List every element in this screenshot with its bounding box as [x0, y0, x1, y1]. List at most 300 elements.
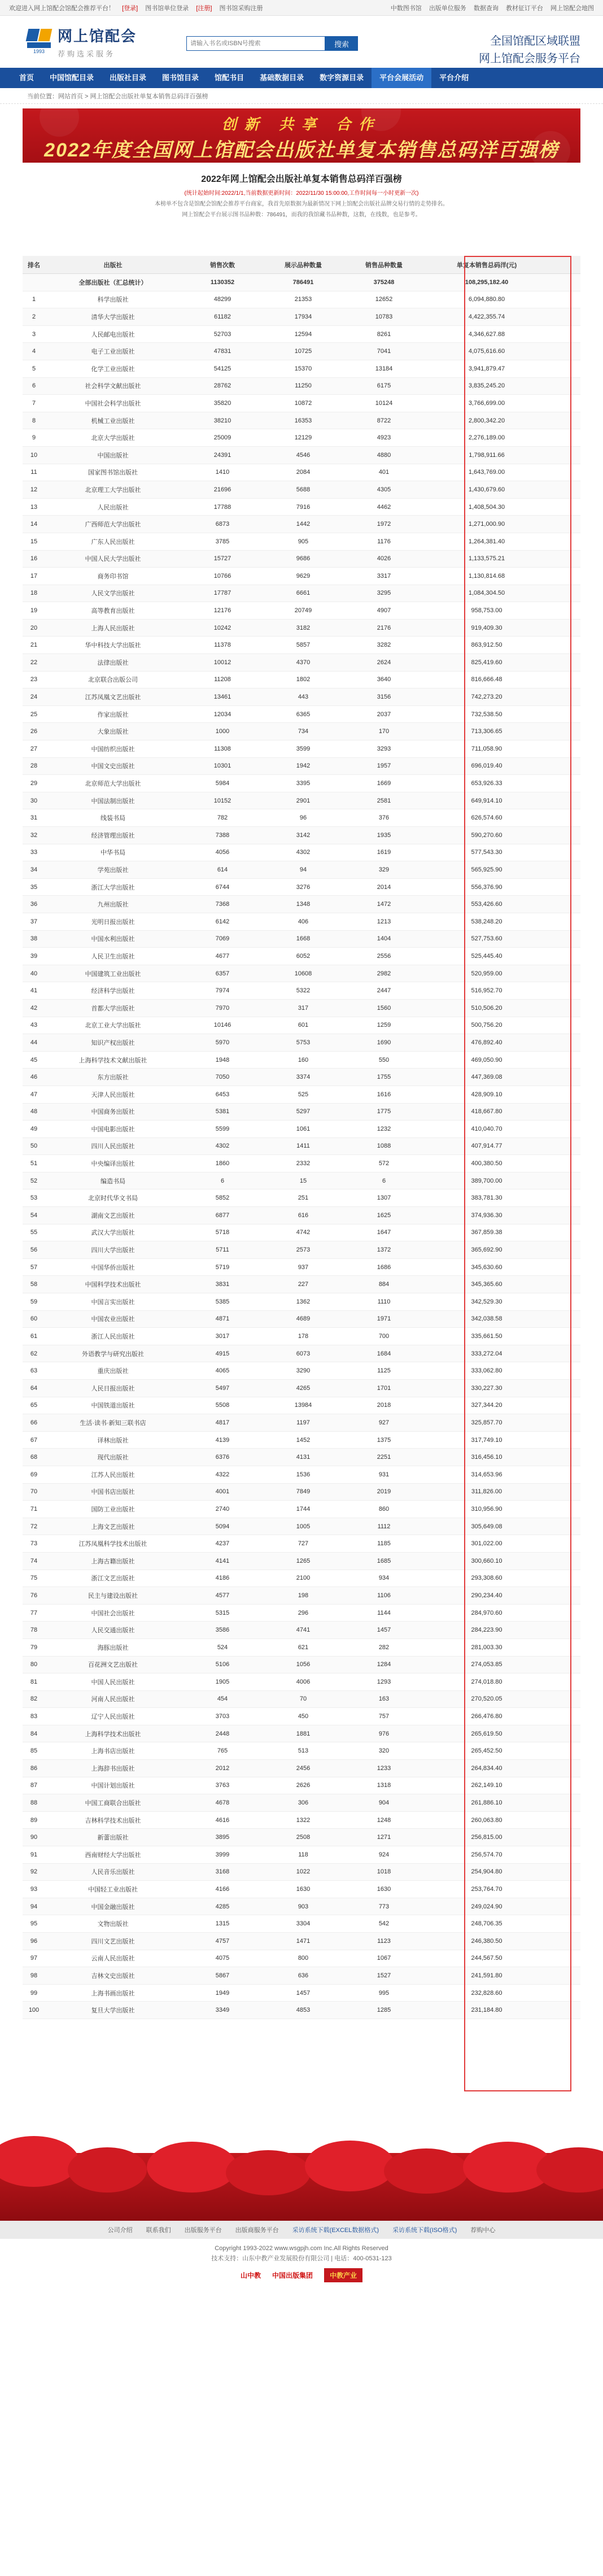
- table-row: [23, 1812, 580, 1829]
- cell-display-count: 251: [298, 1195, 309, 1202]
- cell-publisher[interactable]: 浙江文艺出版社: [91, 1575, 135, 1583]
- cell-display-count: 10725: [294, 348, 312, 355]
- cell-publisher[interactable]: 中国计划出版社: [91, 1782, 135, 1790]
- cell-total-value: 249,024.90: [471, 1903, 502, 1910]
- cell-display-count: 443: [298, 694, 309, 701]
- cell-publisher[interactable]: 人民日报出版社: [91, 1385, 135, 1392]
- cell-total-value: 246,380.50: [471, 1937, 502, 1945]
- cell-sales-count: 4302: [215, 1143, 230, 1150]
- cell-publisher[interactable]: 学苑出版社: [97, 866, 129, 874]
- cell-display-count: 4370: [296, 659, 311, 666]
- cell-publisher[interactable]: 西南财经大学出版社: [85, 1851, 141, 1859]
- cell-publisher[interactable]: 复旦大学出版社: [91, 2007, 135, 2015]
- cell-total-value: 317,749.10: [471, 1436, 502, 1444]
- cell-publisher[interactable]: 中国华侨出版社: [91, 1264, 135, 1271]
- cell-display-count: 3374: [296, 1074, 311, 1081]
- cell-publisher[interactable]: 湖南文艺出版社: [91, 1212, 135, 1219]
- cell-rank: 18: [30, 590, 38, 597]
- cell-total-value: 274,018.80: [471, 1678, 502, 1685]
- cell-sold-titles: 1112: [377, 1523, 391, 1530]
- cell-publisher[interactable]: 人民出版社: [97, 504, 129, 511]
- cell-total-value: 3,835,245.20: [468, 382, 505, 390]
- nav-item-5[interactable]: 基础数据目录: [260, 73, 304, 82]
- cell-publisher[interactable]: 浙江大学出版社: [91, 884, 135, 891]
- table-row: [23, 1535, 580, 1553]
- cell-publisher[interactable]: 中国电影出版社: [91, 1126, 135, 1133]
- cell-publisher[interactable]: 吉林文史出版社: [91, 1972, 135, 1980]
- footer-link-2[interactable]: 出版服务平台: [184, 2227, 222, 2234]
- cell-sales-count: 15727: [213, 555, 231, 563]
- cell-publisher[interactable]: 编造书局: [100, 1178, 125, 1185]
- register-link[interactable]: [注册]: [196, 5, 212, 12]
- cell-sold-titles: 542: [378, 1920, 390, 1928]
- cell-sold-titles: 4305: [377, 486, 391, 493]
- table-row: [23, 1829, 580, 1846]
- table-header: [23, 256, 580, 274]
- cell-publisher[interactable]: 上海书画出版社: [91, 1990, 135, 1997]
- cell-publisher[interactable]: 光明日报出版社: [91, 918, 135, 926]
- cell-display-count: 4546: [296, 451, 311, 459]
- footer-link-3[interactable]: 出版商服务平台: [235, 2227, 279, 2234]
- cell-sales-count: 2012: [215, 1764, 230, 1772]
- footer-link-4[interactable]: 采访系统下载(EXCEL数据格式): [292, 2227, 379, 2234]
- nav-item-8[interactable]: 平台介绍: [439, 73, 469, 82]
- cell-display-count: 1452: [296, 1436, 311, 1444]
- cell-publisher[interactable]: 中国商务出版社: [91, 1109, 135, 1116]
- cell-publisher[interactable]: 中国科学技术出版社: [85, 1282, 141, 1289]
- cell-publisher[interactable]: 北京工业大学出版社: [85, 1022, 141, 1030]
- cell-sales-count: 11308: [214, 745, 231, 752]
- cell-publisher[interactable]: 上海科学技术文献出版社: [78, 1057, 147, 1064]
- cell-publisher[interactable]: 中国农业出版社: [91, 1316, 135, 1323]
- top-link-publisher[interactable]: 出版单位服务: [429, 5, 466, 12]
- cell-display-count: 1802: [296, 676, 311, 683]
- cell-sold-titles: 1248: [377, 1816, 391, 1824]
- cell-total-value: 1,643,769.00: [468, 469, 505, 476]
- cell-publisher[interactable]: 化学工业出版社: [91, 365, 135, 373]
- cell-publisher[interactable]: 江苏凤凰科学技术出版社: [78, 1541, 147, 1548]
- table-row: [23, 1414, 580, 1432]
- cell-sold-titles: 1271: [377, 1834, 391, 1841]
- top-link-query[interactable]: 数据查询: [473, 5, 499, 12]
- cell-publisher[interactable]: 人民音乐出版社: [91, 1869, 135, 1876]
- cell-rank: 72: [30, 1523, 38, 1530]
- cell-display-count: 2573: [296, 1246, 311, 1254]
- cell-publisher[interactable]: 中国人民出版社: [91, 1679, 135, 1686]
- cell-publisher[interactable]: 江苏凤凰文艺出版社: [85, 694, 141, 701]
- table-row: [23, 948, 580, 965]
- cell-sold-titles: 1176: [377, 538, 391, 545]
- cell-publisher[interactable]: 人民交通出版社: [91, 1627, 135, 1634]
- support-text: 技术支持：山东中教产业发展股份有限公司 | 电话：400-0531-123: [211, 2255, 392, 2262]
- footer-link-1[interactable]: 联系我们: [146, 2227, 171, 2234]
- cell-publisher[interactable]: 线装书局: [100, 815, 125, 822]
- cell-sales-count: 5315: [215, 1609, 230, 1616]
- table-row: [23, 827, 580, 844]
- search-input[interactable]: [186, 36, 325, 51]
- cell-publisher[interactable]: 首都大学出版社: [91, 1005, 135, 1012]
- cell-display-count: 12129: [294, 434, 312, 442]
- cell-rank: 69: [30, 1471, 38, 1478]
- cell-publisher[interactable]: 吉林科学技术出版社: [85, 1817, 141, 1824]
- cell-publisher[interactable]: 作家出版社: [97, 711, 129, 718]
- cell-publisher[interactable]: 云南人民出版社: [91, 1955, 135, 1963]
- footer-nav: [0, 2221, 603, 2239]
- library-login-link[interactable]: 图书馆单位登录: [145, 5, 189, 12]
- cell-publisher[interactable]: 重庆出版社: [97, 1368, 129, 1375]
- cell-rank: 95: [30, 1920, 38, 1928]
- cell-publisher[interactable]: 河南人民出版社: [91, 1696, 135, 1703]
- cell-total-value: 742,273.20: [471, 694, 502, 701]
- cell-publisher[interactable]: 中国金融出版社: [91, 1903, 135, 1911]
- cell-sales-count: 4757: [215, 1937, 230, 1945]
- cell-publisher[interactable]: 科学出版社: [97, 297, 129, 304]
- cell-publisher[interactable]: 中国人民大学出版社: [85, 556, 141, 563]
- table-row: [23, 602, 580, 620]
- cell-total-value: 265,452.50: [471, 1747, 502, 1755]
- cell-display-count: 4742: [296, 1229, 311, 1236]
- cell-display-count: 1411: [296, 1143, 310, 1150]
- cell-total-value: 270,520.05: [471, 1695, 502, 1703]
- top-bar-right: [385, 3, 594, 12]
- cell-publisher[interactable]: 外语教学与研究出版社: [82, 1350, 144, 1358]
- cell-publisher[interactable]: 广东人民出版社: [91, 538, 135, 546]
- cell-total-value: 3,941,879.47: [468, 365, 505, 372]
- cell-sales-count: 17787: [213, 590, 231, 597]
- nav-item-1[interactable]: 中国馆配目录: [50, 73, 94, 82]
- cell-publisher[interactable]: 武汉大学出版社: [91, 1230, 135, 1237]
- cell-sales-count: 11208: [214, 676, 231, 683]
- table-row: [23, 913, 580, 931]
- cell-publisher[interactable]: 中国铁道出版社: [91, 1402, 135, 1410]
- cell-display-count: 227: [298, 1281, 309, 1288]
- cell-publisher[interactable]: 机械工业出版社: [91, 417, 135, 425]
- table-row: [23, 568, 580, 585]
- cell-publisher[interactable]: 上海辞书出版社: [91, 1765, 135, 1772]
- cell-rank: 30: [30, 797, 38, 804]
- cell-publisher[interactable]: 四川人民出版社: [91, 1143, 135, 1150]
- cell-publisher[interactable]: 北京时代华文书局: [88, 1195, 138, 1202]
- cell-display-count: 786491: [292, 278, 314, 286]
- cell-total-value: 1,271,000.90: [468, 521, 505, 528]
- cell-total-value: 407,914.77: [471, 1143, 502, 1150]
- cell-display-count: 2084: [296, 469, 311, 476]
- stats-period: (统计起始时间:2022/1/1,当前数据更新时间：2022/11/30 15:00:00,工作时间每一小时更新一次): [184, 190, 419, 197]
- nav-item-3[interactable]: 图书馆目录: [162, 73, 199, 82]
- cell-sales-count: 5497: [215, 1384, 230, 1392]
- cell-publisher[interactable]: 北京师范大学出版社: [85, 781, 141, 788]
- cell-publisher[interactable]: 国防工业出版社: [91, 1506, 135, 1513]
- cell-total-value: 311,826.00: [471, 1488, 502, 1496]
- cell-publisher[interactable]: 北京理工大学出版社: [85, 486, 141, 494]
- cell-rank: 89: [30, 1816, 38, 1824]
- cell-publisher[interactable]: 中国工商联合出版社: [85, 1800, 141, 1807]
- cell-publisher[interactable]: 高等教育出版社: [91, 608, 135, 615]
- cell-sales-count: 614: [217, 866, 228, 873]
- breadcrumb: 当前位置：网站首页 > 网上馆配会出版社单复本销售总码洋百强榜: [0, 88, 603, 104]
- cell-sold-titles: 1067: [377, 1955, 391, 1962]
- cell-sold-titles: 282: [378, 1644, 390, 1651]
- cell-display-count: 4265: [296, 1384, 311, 1392]
- cell-publisher[interactable]: 东方出版社: [97, 1074, 129, 1082]
- library-register-link[interactable]: 图书馆采购注册: [219, 5, 263, 12]
- cell-sales-count: 2448: [215, 1730, 230, 1737]
- cell-sold-titles: 995: [378, 1989, 390, 1997]
- cell-total-value: 256,574.70: [471, 1851, 502, 1858]
- cell-publisher[interactable]: 中华书局: [100, 849, 125, 857]
- cell-publisher[interactable]: 中国文史出版社: [91, 763, 135, 770]
- cell-publisher[interactable]: 经济管理出版社: [91, 832, 135, 839]
- cell-publisher[interactable]: 电子工业出版社: [91, 348, 135, 356]
- cell-publisher[interactable]: 上海古籍出版社: [91, 1558, 135, 1565]
- footer-link-5[interactable]: 采访系统下载(ISO格式): [392, 2227, 457, 2234]
- table-row: [23, 1224, 580, 1242]
- badge-zhongjiao[interactable]: 山中教: [240, 2272, 261, 2279]
- cell-publisher[interactable]: 社会科学文献出版社: [85, 383, 141, 390]
- cell-publisher[interactable]: 四川大学出版社: [91, 1247, 135, 1254]
- cell-publisher[interactable]: 中国书店出版社: [91, 1489, 135, 1496]
- cell-display-count: 800: [298, 1955, 309, 1962]
- cell-publisher[interactable]: 现代出版社: [97, 1454, 129, 1462]
- cell-total-value: 626,574.60: [471, 814, 502, 822]
- cell-sold-titles: 1616: [377, 1091, 391, 1098]
- nav-item-2[interactable]: 出版社目录: [110, 73, 147, 82]
- cell-sales-count: 3349: [215, 2007, 230, 2014]
- table-row: [23, 551, 580, 568]
- event-banner: [23, 108, 580, 163]
- cell-publisher[interactable]: 百花洲文艺出版社: [88, 1662, 138, 1669]
- cell-rank: 75: [30, 1575, 38, 1582]
- cell-rank: 14: [30, 521, 38, 528]
- cell-sales-count: 1949: [215, 1989, 230, 1997]
- cell-rank: 33: [30, 849, 38, 856]
- cell-display-count: 198: [298, 1592, 309, 1599]
- table-row: [23, 1760, 580, 1777]
- cell-rank: 9: [32, 434, 36, 442]
- cell-publisher[interactable]: 中国言实出版社: [91, 1298, 135, 1306]
- cell-rank: 57: [30, 1263, 38, 1271]
- cell-publisher[interactable]: 中国建筑工业出版社: [85, 970, 141, 978]
- login-link[interactable]: [登录]: [122, 5, 138, 12]
- footer-link-6[interactable]: 荐购中心: [470, 2227, 496, 2234]
- cell-display-count: 2626: [296, 1782, 311, 1789]
- cell-publisher[interactable]: 知识产权出版社: [91, 1039, 135, 1047]
- cell-sales-count: 5852: [215, 1195, 230, 1202]
- top-link-textbook[interactable]: 教材征订平台: [505, 5, 543, 12]
- welcome-text: 欢迎进入网上馆配会馆配会推荐平台！: [9, 5, 115, 12]
- cell-sold-titles: 1125: [377, 1367, 391, 1375]
- header-display-count: 展示品种数量: [285, 261, 322, 269]
- cell-display-count: 4741: [296, 1627, 311, 1634]
- cell-publisher[interactable]: 江苏人民出版社: [91, 1471, 135, 1479]
- cell-total-value: 4,422,355.74: [468, 313, 505, 320]
- cell-publisher[interactable]: 文物出版社: [97, 1921, 129, 1928]
- cell-rank: 23: [30, 676, 38, 683]
- cell-total-value: 410,040.70: [471, 1125, 502, 1132]
- cell-publisher[interactable]: 上海书店出版社: [91, 1748, 135, 1755]
- cell-display-count: 118: [298, 1851, 308, 1858]
- cell-publisher[interactable]: 中国轻工业出版社: [88, 1886, 138, 1894]
- cell-total-value: 284,970.60: [471, 1609, 502, 1616]
- cell-publisher[interactable]: 新蕾出版社: [97, 1834, 129, 1842]
- cell-publisher[interactable]: 中国社会科学出版社: [85, 400, 141, 407]
- cell-sales-count: 6: [220, 1177, 225, 1184]
- main-nav: [0, 68, 603, 88]
- cell-total-value: 266,476.80: [471, 1713, 502, 1720]
- cell-rank: 53: [30, 1195, 38, 1202]
- table-row: [23, 395, 580, 412]
- cell-publisher[interactable]: 商务印书馆: [97, 573, 129, 580]
- cell-sold-titles: 375248: [373, 278, 395, 286]
- cell-rank: 88: [30, 1799, 38, 1807]
- cell-sales-count: 4677: [215, 952, 230, 960]
- cell-sold-titles: 904: [378, 1799, 390, 1807]
- cell-sold-titles: 700: [378, 1333, 390, 1340]
- cell-display-count: 9686: [296, 555, 311, 563]
- cell-publisher[interactable]: 上海文艺出版社: [91, 1523, 135, 1531]
- cell-display-count: 3599: [296, 745, 311, 752]
- cell-rank: 58: [30, 1281, 38, 1288]
- nav-item-7[interactable]: 平台会展活动: [372, 68, 431, 88]
- cell-rank: 56: [30, 1246, 38, 1254]
- cell-publisher[interactable]: 北京联合出版公司: [88, 677, 138, 684]
- cell-publisher[interactable]: 中央编译出版社: [91, 1161, 135, 1168]
- table-row: [23, 1622, 580, 1639]
- cell-publisher[interactable]: 九州出版社: [97, 901, 129, 909]
- table-row: [23, 1967, 580, 1985]
- cell-sold-titles: 3640: [377, 676, 391, 683]
- cell-rank: 67: [30, 1436, 38, 1444]
- table-row: [23, 1881, 580, 1898]
- cell-publisher[interactable]: 中国法制出版社: [91, 797, 135, 805]
- cell-publisher[interactable]: 浙江人民出版社: [91, 1333, 135, 1341]
- cell-publisher[interactable]: 国家图书馆出版社: [88, 469, 138, 477]
- cell-total-value: 4,075,616.60: [468, 348, 505, 355]
- cell-sales-count: 5106: [215, 1661, 230, 1668]
- nav-item-0[interactable]: 首页: [19, 73, 34, 82]
- cell-publisher[interactable]: 中国社会出版社: [91, 1610, 135, 1617]
- cell-sold-titles: 6: [382, 1177, 386, 1184]
- cell-display-count: 3276: [296, 883, 311, 891]
- cell-sales-count: 54125: [213, 365, 231, 372]
- table-row: [23, 931, 580, 948]
- cell-total-value: 232,828.60: [471, 1989, 502, 1997]
- cell-rank: 11: [30, 469, 37, 476]
- cell-publisher[interactable]: 四川文艺出版社: [91, 1938, 135, 1945]
- cell-publisher[interactable]: 大象出版社: [97, 729, 129, 736]
- table-row: [23, 499, 580, 516]
- cell-total-value: 649,914.10: [471, 797, 502, 804]
- cell-total-value: 274,053.85: [471, 1661, 502, 1668]
- cell-publisher[interactable]: 法律出版社: [97, 659, 129, 666]
- cell-publisher[interactable]: 清华大学出版社: [91, 313, 135, 321]
- cell-publisher[interactable]: 人民邮电出版社: [91, 331, 135, 338]
- ranking-note: 本榜单不包含是馆配会馆配会推荐平台商家，我首先原数据为最新情况下网上馆配会出版社品牌交易行情的走势排名。: [155, 201, 448, 207]
- badge-publishing-group[interactable]: 中国出版集团: [272, 2272, 313, 2279]
- table-row: [23, 844, 580, 862]
- cell-total-value: 525,445.40: [471, 952, 502, 960]
- cell-publisher[interactable]: 辽宁人民出版社: [91, 1714, 135, 1721]
- cell-sales-count: 5719: [215, 1263, 230, 1271]
- cell-sold-titles: 1213: [377, 918, 391, 925]
- cell-publisher[interactable]: 华中科技大学出版社: [85, 642, 141, 650]
- cell-sales-count: 3999: [215, 1851, 230, 1858]
- cell-publisher[interactable]: 海豚出版社: [97, 1644, 129, 1651]
- cell-rank: 34: [30, 866, 38, 873]
- cell-sold-titles: 1106: [377, 1592, 391, 1599]
- footer-copyright-block: [0, 2243, 603, 2264]
- cell-publisher[interactable]: 经济科学出版社: [91, 988, 135, 995]
- cell-publisher[interactable]: 上海人民出版社: [91, 625, 135, 632]
- cell-rank: 100: [28, 2007, 40, 2014]
- cell-sold-titles: 1685: [377, 1557, 391, 1564]
- top-link-map[interactable]: 网上馆配会地图: [550, 5, 594, 12]
- cell-display-count: 1005: [296, 1523, 311, 1530]
- cell-display-count: 4853: [296, 2007, 311, 2014]
- cell-publisher[interactable]: 生活·读书·新知三联书店: [80, 1419, 146, 1427]
- table-row: [23, 1794, 580, 1812]
- cell-total-value: 305,649.08: [471, 1523, 502, 1530]
- cell-sold-titles: 1088: [377, 1143, 391, 1150]
- cell-display-count: 734: [298, 728, 309, 735]
- cell-publisher[interactable]: 中国水利出版社: [91, 936, 135, 943]
- cell-display-count: 1061: [296, 1125, 311, 1132]
- cell-rank: 35: [30, 883, 38, 891]
- table-row: [23, 637, 580, 654]
- cell-sold-titles: 1647: [377, 1229, 391, 1236]
- cell-sold-titles: 3156: [377, 694, 391, 701]
- top-link-library[interactable]: 中数图书馆: [390, 5, 422, 12]
- table-row: [23, 1276, 580, 1293]
- cell-publisher[interactable]: 人民文学出版社: [91, 590, 135, 598]
- cell-sales-count: 5867: [215, 1972, 230, 1979]
- table-row: [23, 1052, 580, 1069]
- cell-sales-count: 6877: [215, 1211, 230, 1219]
- cell-publisher[interactable]: 天津人民出版社: [91, 1091, 135, 1099]
- cell-publisher[interactable]: 北京大学出版社: [91, 435, 135, 442]
- cell-sold-titles: 6175: [377, 382, 391, 390]
- search-button[interactable]: 搜索: [325, 36, 358, 51]
- cell-publisher[interactable]: 上海科学技术出版社: [85, 1731, 141, 1738]
- cell-publisher[interactable]: 全部出版社（汇总统计）: [78, 279, 147, 286]
- cell-sold-titles: 931: [378, 1471, 390, 1478]
- nav-item-4[interactable]: 馆配书目: [215, 73, 244, 82]
- table-row: [23, 1985, 580, 2002]
- cell-rank: 97: [30, 1955, 38, 1962]
- nav-item-6[interactable]: 数字资源目录: [320, 73, 364, 82]
- cell-sold-titles: 4880: [377, 451, 391, 459]
- site-logo[interactable]: [27, 25, 137, 59]
- badge-industry[interactable]: 中教产业: [324, 2268, 362, 2282]
- cell-sold-titles: 1110: [377, 1298, 391, 1305]
- cell-publisher[interactable]: 译林出版社: [97, 1437, 129, 1444]
- cell-display-count: 5297: [296, 1108, 311, 1115]
- cell-publisher[interactable]: 民主与建设出版社: [88, 1592, 138, 1599]
- cell-publisher[interactable]: 人民卫生出版社: [91, 953, 135, 960]
- cell-sales-count: 6453: [215, 1091, 230, 1098]
- cell-publisher[interactable]: 广西师范大学出版社: [85, 521, 141, 529]
- cell-sold-titles: 1775: [377, 1108, 391, 1115]
- cell-rank: 25: [30, 711, 38, 718]
- top-bar-left: [9, 3, 269, 12]
- footer-link-0[interactable]: 公司介绍: [107, 2227, 133, 2234]
- table-row: [23, 1605, 580, 1622]
- cell-display-count: 317: [298, 1004, 309, 1012]
- table-row: [23, 1657, 580, 1674]
- cell-rank: 51: [30, 1160, 38, 1167]
- cell-publisher[interactable]: 中国纺织出版社: [91, 746, 135, 753]
- cell-publisher[interactable]: 中国出版社: [97, 452, 129, 459]
